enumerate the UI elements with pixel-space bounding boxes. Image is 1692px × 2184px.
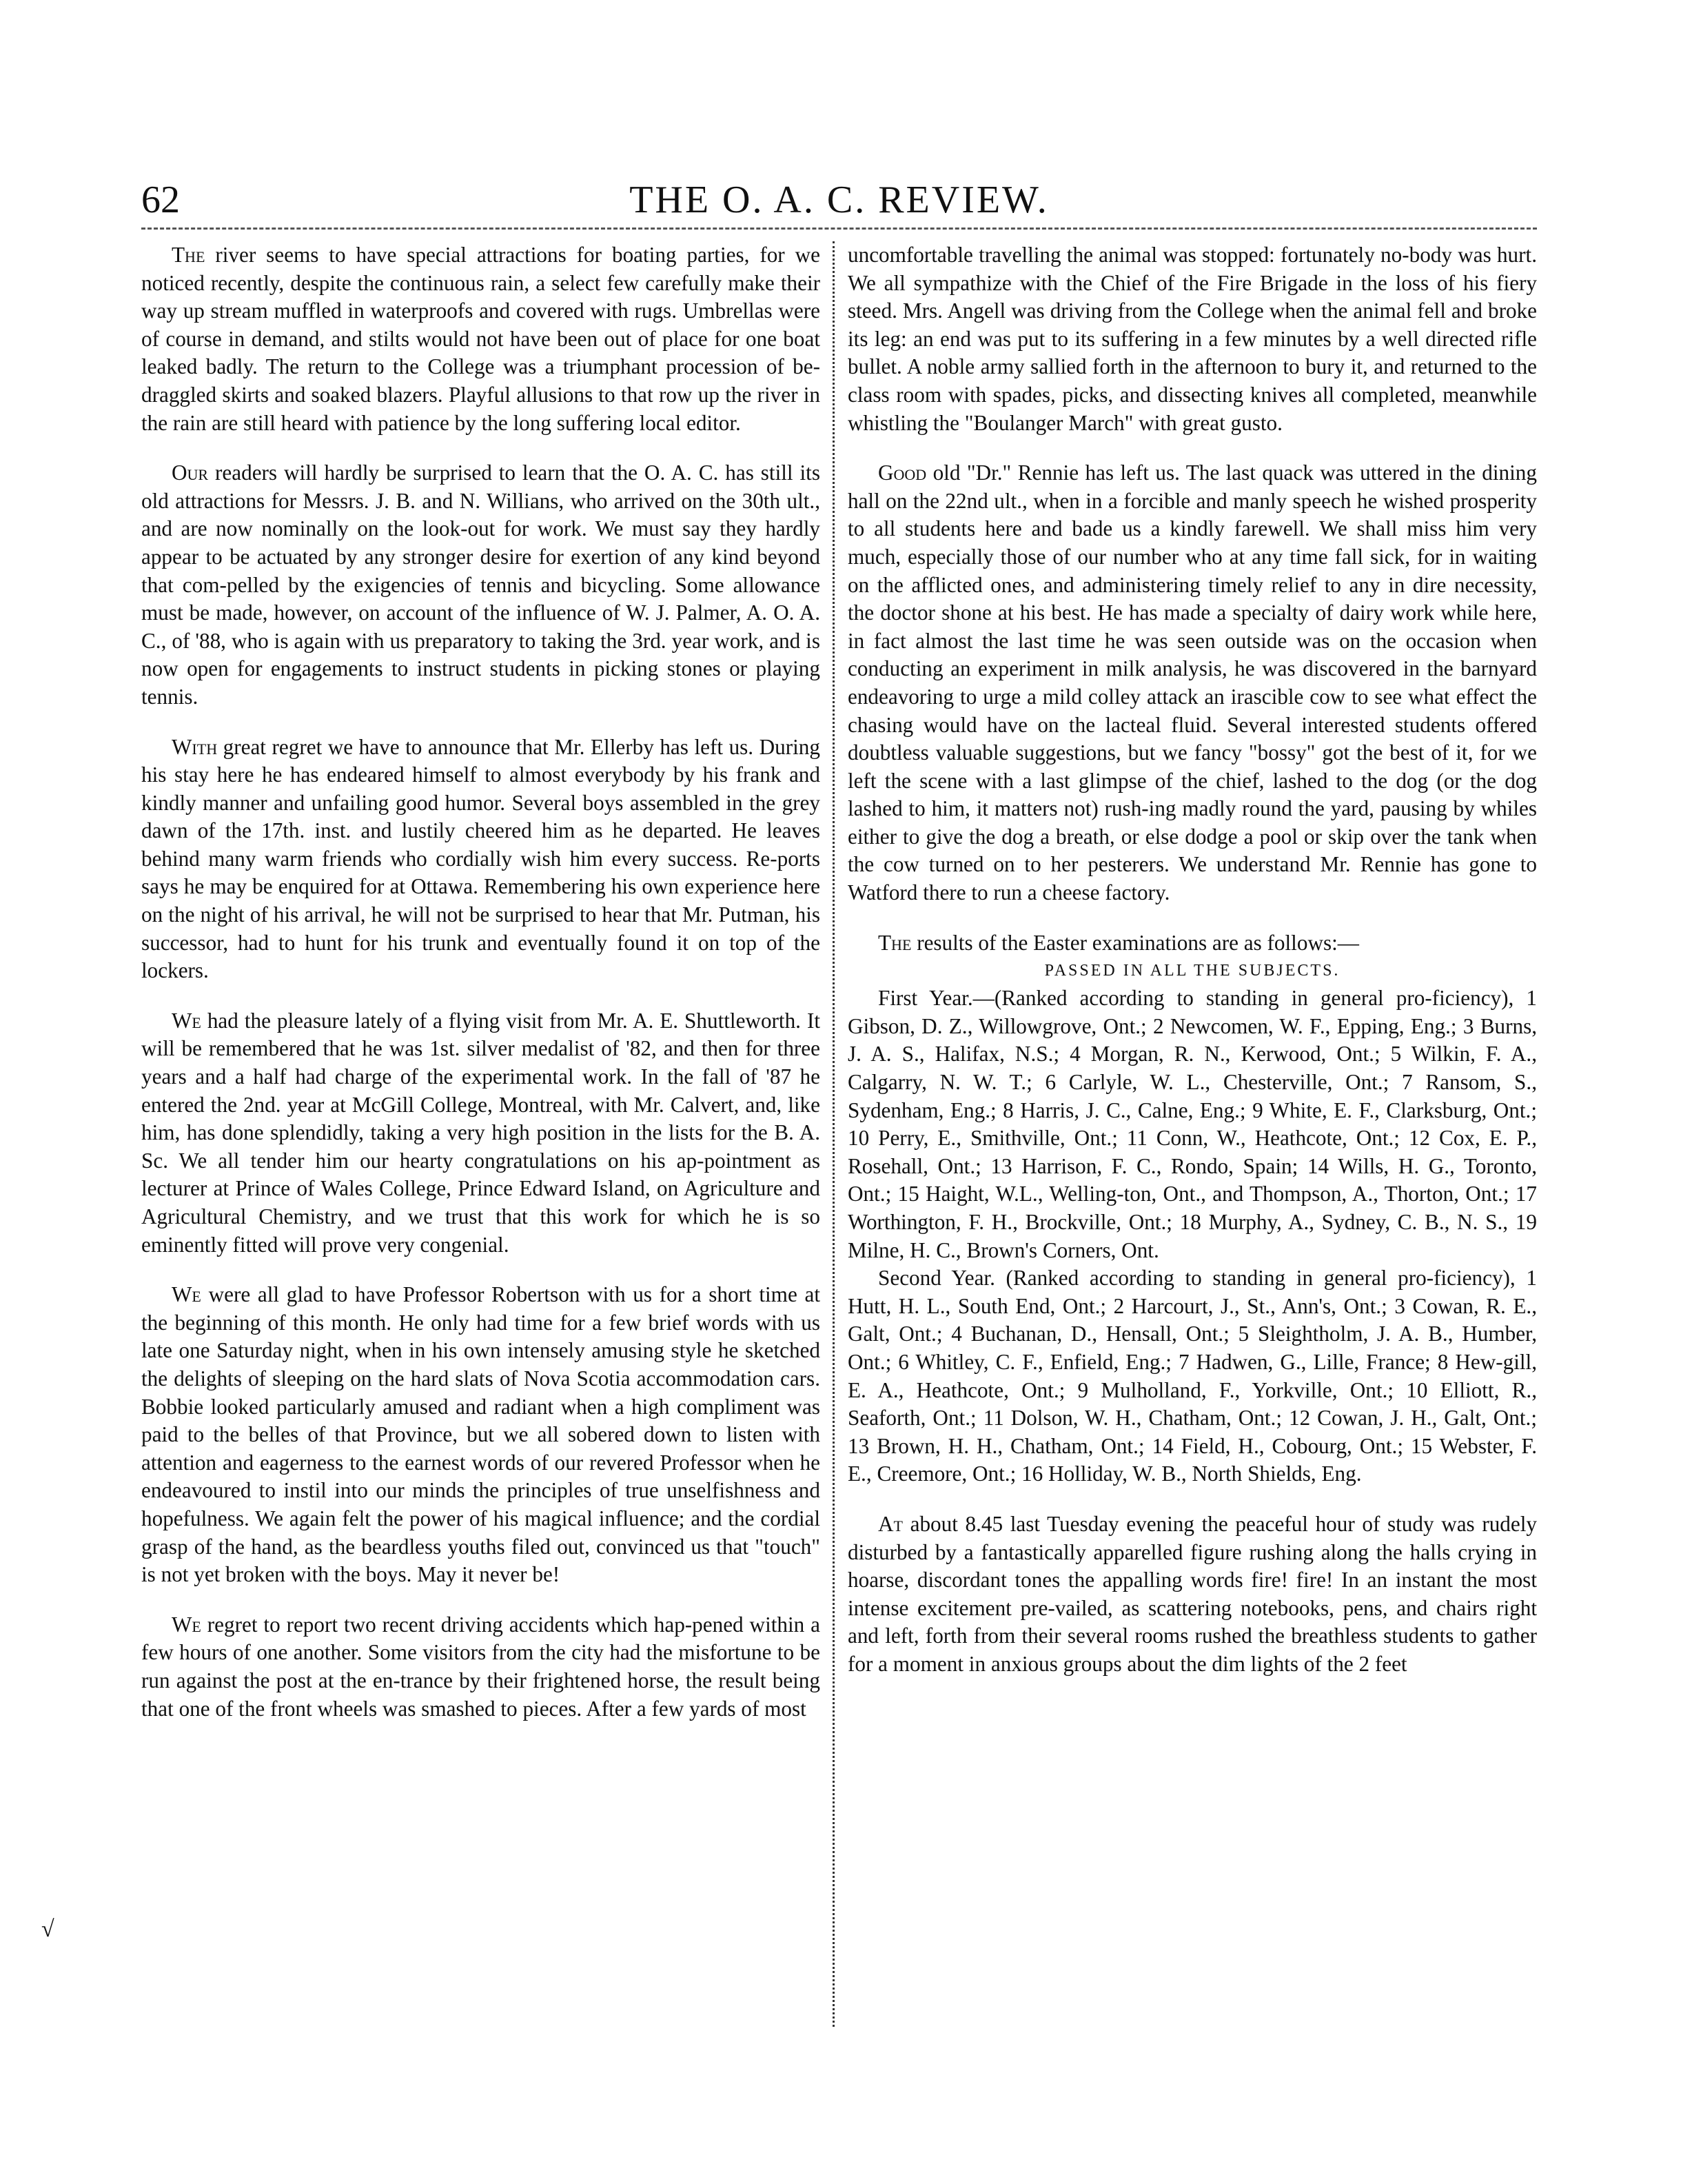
paragraph-willians xyxy=(141,459,820,711)
paragraph-robertson xyxy=(141,1281,820,1589)
paragraph-text: about 8.45 last Tuesday evening the peaceful hour of study was rudely disturbed by a fantastically apparelled figure rushing along the halls crying in hoarse, discordant tones the appalling words fire! fire! In an instant the most intense excitement pre-vailed, as scattering notebooks, pens, and chairs right and left, forth from their several rooms rushed the breathless students to gather for a moment in anxious groups about the dim lights of the 2 feet xyxy=(848,1511,1537,1676)
header-rule xyxy=(141,228,1537,230)
lead-word: We xyxy=(172,1008,201,1033)
paragraph-fire xyxy=(848,1510,1537,1679)
paragraph-text: had the pleasure lately of a flying visit from Mr. A. E. Shuttleworth. It will be remembered that he was 1st. silver medalist of '82, and then for three years and a half had charge of the experimental work. In the fall of '87 he entered the 2nd. year at McGill College, Montreal, with Mr. Calvert, and, like him, has done splendidly, taking a very high position in the lists for the B. A. Sc. We all tender him our hearty congratulations on his ap-pointment as lecturer at Prince of Wales College, Prince Edward Island, on Agriculture and Agricultural Chemistry, and we trust that this work for which he is so eminently fitted will prove very congenial. xyxy=(141,1008,820,1257)
paragraph-text: uncomfortable travelling the animal was stopped: fortunately no-body was hurt. We all sympathize with the Chief of the Fire Brigade in the loss of his fiery steed. Mrs. Angell was driving from the College when the animal fell and broke its leg: an end was put to its suffering in a few minutes by a well directed rifle bullet. A noble army sallied forth in the afternoon to bury it, and returned to the class room with spades, picks, and dissecting knives all completed, meanwhile whistling the "Boulanger March" with great gusto. xyxy=(848,243,1537,435)
margin-check-mark: √ xyxy=(41,1917,54,1942)
lead-word: At xyxy=(878,1511,903,1536)
running-title: THE O. A. C. REVIEW. xyxy=(629,179,1049,221)
left-column xyxy=(141,241,820,1723)
paragraph-text: regret to report two recent driving accidents which hap-pened within a few hours of one another. Some visitors from the city had the misfortune to be run against the post at the en-trance by their frightened horse, the result being that one of the front wheels was smashed to pieces. After a few yards of most xyxy=(141,1612,820,1721)
paragraph-ellerby xyxy=(141,734,820,985)
paragraph-text: river seems to have special attractions for boating parties, for we noticed recently, despite the continuous rain, a select few carefully make their way up stream muffled in waterproofs and covered with rugs. Umbrellas were of course in demand, and stilts would not have been out of place for one boat leaked badly. The return to the College was a triumphant procession of be-draggled skirts and soaked blazers. Playful allusions to that row up the river in the rain are still heard with patience by the long suffering local editor. xyxy=(141,243,820,435)
lead-word: The xyxy=(172,243,205,267)
paragraph-rennie xyxy=(848,459,1537,907)
exam-subhead: PASSED IN ALL THE SUBJECTS. xyxy=(1044,962,1341,980)
page-header xyxy=(141,176,1537,224)
paragraph-text: readers will hardly be surprised to learn that the O. A. C. has still its old attractions for Messrs. J. B. and N. Willians, who arrived on the 30th ult., and are now nominally on the look-out for work. We must say they hardly appear to be actuated by any stronger desire for exertion of any kind beyond that com-pelled by the exigencies of tennis and bicycling. Some allowance must be made, however, on account of the influence of W. J. Palmer, A. O. A. C., of '88, who is again with us preparatory to taking the 3rd. year work, and is now open for engagements to instruct students in picking stones or playing tennis. xyxy=(141,461,820,709)
paragraph-shuttleworth xyxy=(141,1007,820,1259)
right-column xyxy=(848,241,1537,1679)
lead-word: With xyxy=(172,734,218,759)
page-number: 62 xyxy=(141,179,180,221)
first-year-results: First Year.—(Ranked according to standing in general pro-ficiency), 1 Gibson, D. Z., Willowgrove, Ont.; 2 Newcomen, W. F., Epping, Eng.; 3 Burns, J. A. S., Halifax, N.S.; 4 Morgan, R. N., Kerwood, Ont.; 5 Wilkin, F. A., Calgarry, N. W. T.; 6 Carlyle, W. L., Chesterville, Ont.; 7 Ransom, S., Sydenham, Eng.; 8 Harris, J. C., Calne, Eng.; 9 White, E. F., Clarksburg, Ont.; 10 Perry, E., Smithville, Ont.; 11 Conn, W., Heathcote, Ont.; 12 Cox, E. P., Rosehall, Ont.; 13 Harrison, F. C., Rondo, Spain; 14 Wills, H. G., Toronto, Ont.; 15 Haight, W.L., Welling-ton, Ont., and Thompson, A., Thorton, Ont.; 17 Worthington, F. H., Brockville, Ont.; 18 Murphy, A., Sydney, C. B., N. S., 19 Milne, H. C., Brown's Corners, Ont. xyxy=(848,986,1537,1262)
lead-word: The xyxy=(878,930,912,955)
paragraph-boating xyxy=(141,241,820,437)
column-divider xyxy=(833,241,835,2027)
paragraph-exam-intro xyxy=(848,929,1537,958)
lead-word: We xyxy=(172,1612,201,1637)
second-year-results: Second Year. (Ranked according to standing in general pro-ficiency), 1 Hutt, H. L., South End, Ont.; 2 Harcourt, J., St., Ann's, Ont.; 3 Cowan, R. E., Galt, Ont.; 4 Buchanan, D., Hensall, Ont.; 5 Sleightholm, J. A. B., Humber, Ont.; 6 Whitley, C. F., Enfield, Eng.; 7 Hadwen, G., Lille, France; 8 Hew-gill, E. A., Heathcote, Ont.; 9 Mulholland, F., Yorkville, Ont.; 10 Elliott, R., Seaforth, Ont.; 11 Dolson, W. H., Chatham, Ont.; 12 Cowan, J. H., Galt, Ont.; 13 Brown, H. H., Chatham, Ont.; 14 Field, H., Cobourg, Ont.; 15 Webster, F. E., Creemore, Ont.; 16 Holliday, W. B., North Shields, Eng. xyxy=(848,1266,1537,1486)
lead-word: Good xyxy=(878,461,927,485)
paragraph-text: great regret we have to announce that Mr. Ellerby has left us. During his stay here he has endeared himself to almost everybody by his frank and kindly manner and unfailing good humor. Several boys assembled in the grey dawn of the 17th. inst. and lustily cheered him as he departed. He leaves behind many warm friends who cordially wish him every success. Re-ports says he may be enquired for at Ottawa. Remembering his own experience here on the night of his arrival, he will not be surprised to hear that Mr. Putman, his successor, had to hunt for his trunk and eventually found it on top of the lockers. xyxy=(141,734,820,983)
paragraph-accidents xyxy=(141,1611,820,1723)
lead-word: Our xyxy=(172,461,209,485)
paragraph-text: old "Dr." Rennie has left us. The last quack was uttered in the dining hall on the 22nd ult., when in a forcible and manly speech he wished prosperity to all students here and bade us a kindly farewell. We shall miss him very much, especially those of our number who at any time fall sick, for in waiting on the afflicted ones, and administering timely relief to any in dire necessity, the doctor shone at his best. He has made a specialty of dairy work while here, in fact almost the last time he was seen outside was on the occasion when conducting an experiment in milk analysis, he was discovered in the barnyard endeavoring to urge a mild colley attack an irascible cow to see what effect the chasing would have on the lacteal fluid. Several interested students offered doubtless valuable suggestions, but we fancy "bossy" got the best of it, for we left the scene with a last glimpse of the chief, lashed to the dog (or the dog lashed to him, it matters not) rush-ing madly round the yard, pausing by whiles either to give the dog a breath, or else dodge a pool or skip over the tank when the cow turned on to her pesterers. We understand Mr. Rennie has gone to Watford there to run a cheese factory. xyxy=(848,461,1537,905)
paragraph-text: results of the Easter examinations are as follows:— xyxy=(911,930,1359,955)
paragraph-text: were all glad to have Professor Robertson with us for a short time at the beginning of this month. He only had time for a few brief words with us late one Saturday night, when in his own intensely amusing style he sketched the delights of sleeping on the hard slats of Nova Scotia accommodation cars. Bobbie looked particularly amused and radiant when a high compliment was paid to the belles of that Province, but we all sobered down to listen with attention and eagerness to the earnest words of our revered Professor when he endeavoured to instil into our minds the principles of true unselfishness and hopefulness. We again felt the power of his magical influence; and the cordial grasp of the hand, as the beardless youths filed out, convinced us that "touch" is not yet broken with the boys. May it never be! xyxy=(141,1282,820,1587)
paragraph-accidents-cont xyxy=(848,241,1537,437)
lead-word: We xyxy=(172,1282,201,1307)
